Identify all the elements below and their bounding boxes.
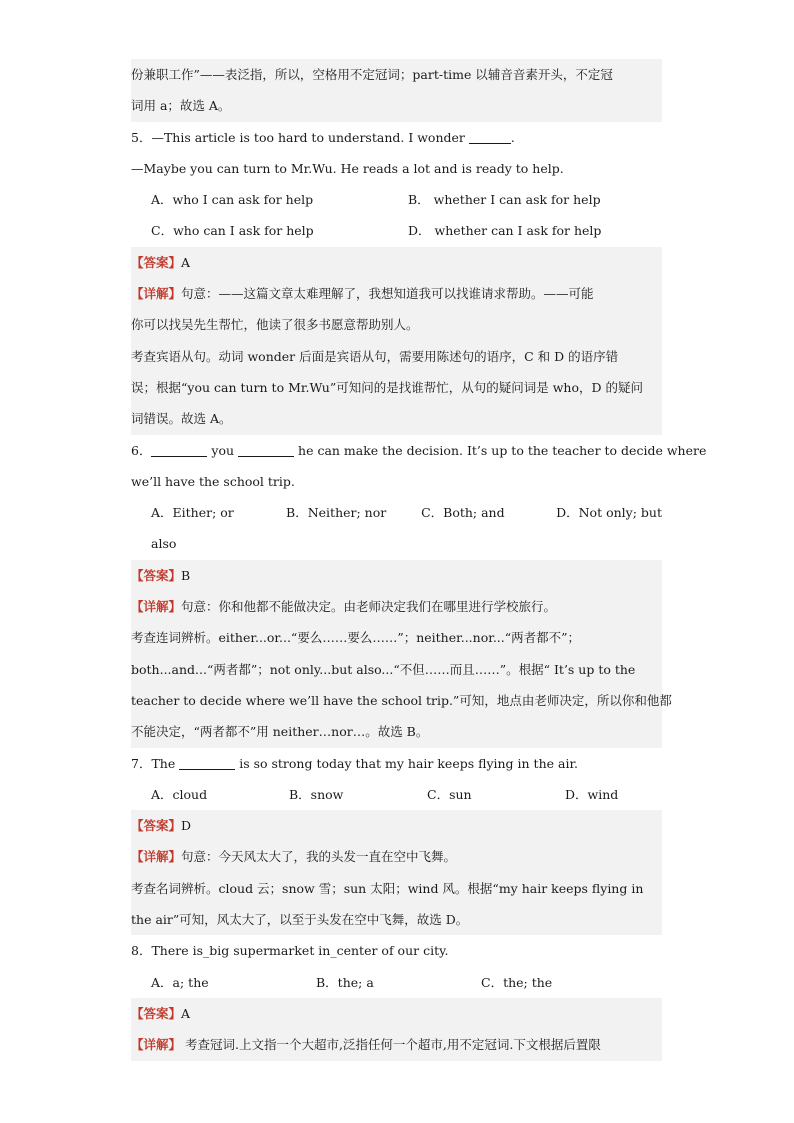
answer-blank <box>151 442 207 457</box>
option-d: D．wind <box>565 786 619 802</box>
answer-value: A <box>181 254 191 270</box>
explanation-line: 考查名词辨析。cloud 云；snow 雪；sun 太阳；wind 风。根据“my hair keeps flying in <box>131 873 662 904</box>
answer-line <box>131 810 662 841</box>
explanation-tag: 【详解】 <box>131 599 182 615</box>
option-b: B．Neither; nor <box>286 505 387 521</box>
explanation-tag: 【详解】 <box>131 1037 182 1053</box>
question-text: 7．The <box>131 755 180 771</box>
explanation-text: 句意：今天风太大了，我的头发一直在空中飞舞。 <box>181 849 457 865</box>
option-a: A．who I can ask for help <box>151 192 314 208</box>
explanation-line <box>131 278 662 309</box>
answer-blank <box>179 755 235 770</box>
explanation-text: 句意：你和他都不能做决定。由老师决定我们在哪里进行学校旅行。 <box>181 599 557 615</box>
question-text: . <box>510 129 515 145</box>
question-7-options <box>131 779 662 810</box>
option-b: B． whether I can ask for help <box>408 192 601 208</box>
text-line: 份兼职工作”——表泛指，所以，空格用不定冠词；part-time 以辅音音素开头，不定冠 <box>131 59 662 90</box>
question-5-reply: —Maybe you can turn to Mr.Wu. He reads a lot and is ready to help. <box>131 160 564 176</box>
explanation-line: the air”可知，风太大了，以至于头发在空中飞舞，故选 D。 <box>131 904 662 935</box>
question-text: 6． <box>131 442 152 458</box>
option-c: C．who can I ask for help <box>151 223 314 239</box>
option-a: A．cloud <box>151 786 208 802</box>
answer-blank <box>238 442 294 457</box>
answer-value: D <box>181 818 192 834</box>
answer-tag: 【答案】 <box>131 818 182 834</box>
document-page <box>131 59 707 1061</box>
explanation-line: 误；根据“you can turn to Mr.Wu”可知问的是找谁帮忙，从句的疑问词是 who，D 的疑问 <box>131 372 662 403</box>
answer-tag: 【答案】 <box>131 254 182 270</box>
explanation-text: 考查冠词.上文指一个大超市,泛指任何一个超市,用不定冠词.下文根据后置限 <box>181 1037 601 1053</box>
answer-value: B <box>181 567 191 583</box>
text-line: 词用 a；故选 A。 <box>131 90 662 121</box>
explanation-line <box>131 1029 662 1060</box>
explanation-line: 你可以找吴先生帮忙，他读了很多书愿意帮助别人。 <box>131 309 662 340</box>
option-c: C．the; the <box>481 974 553 990</box>
option-d-cont: also <box>151 536 177 552</box>
explanation-line: 考查连词辨析。either...or...“要么……要么……”；neither...nor...“两者都不”； <box>131 622 662 653</box>
question-text: 5．—This article is too hard to understand. I wonder <box>131 129 469 145</box>
question-7-stem <box>131 748 662 779</box>
explanation-line: 词错误。故选 A。 <box>131 403 662 434</box>
question-6-stem-cont: we’ll have the school trip. <box>131 473 295 489</box>
question-text: he can make the decision. It’s up to the teacher to decide where <box>294 442 707 458</box>
question-text: is so strong today that my hair keeps flying in the air. <box>235 755 579 771</box>
answer-line <box>131 998 662 1029</box>
explanation-line: 不能决定，“两者都不”用 neither…nor…。故选 B。 <box>131 716 662 747</box>
explanation-text: 句意：——这篇文章太难理解了，我想知道我可以找谁请求帮助。——可能 <box>181 286 594 302</box>
option-d: D．Not only; but <box>556 505 662 521</box>
explanation-tag: 【详解】 <box>131 849 182 865</box>
answer-value: A <box>181 1005 191 1021</box>
question-5-options-row-1 <box>131 184 662 215</box>
explanation-line: 考查宾语从句。动词 wonder 后面是宾语从句，需要用陈述句的语序，C 和 D 的语序错 <box>131 341 662 372</box>
question-6-options <box>131 497 662 528</box>
answer-blank <box>469 129 511 144</box>
explanation-line <box>131 591 662 622</box>
question-5-options-row-2 <box>131 215 662 246</box>
option-a: A．a; the <box>151 974 209 990</box>
question-8-options <box>131 967 662 998</box>
answer-tag: 【答案】 <box>131 567 182 583</box>
question-8-stem: 8．There is_big supermarket in_center of our city. <box>131 943 449 959</box>
option-c: C．sun <box>427 786 472 802</box>
answer-line <box>131 560 662 591</box>
explanation-line: teacher to decide where we’ll have the school trip.”可知，地点由老师决定，所以你和他都 <box>131 685 662 716</box>
answer-tag: 【答案】 <box>131 1005 182 1021</box>
explanation-line <box>131 841 662 872</box>
answer-line <box>131 247 662 278</box>
option-b: B．the; a <box>316 974 374 990</box>
option-b: B．snow <box>289 786 344 802</box>
explanation-line: both...and...“两者都”；not only...but also...“不但……而且……”。根据“ It’s up to the <box>131 654 662 685</box>
option-a: A．Either; or <box>151 505 234 521</box>
option-d: D． whether can I ask for help <box>408 223 602 239</box>
question-6-stem <box>131 435 707 466</box>
option-c: C．Both; and <box>421 505 505 521</box>
question-text: you <box>207 442 239 458</box>
explanation-tag: 【详解】 <box>131 286 182 302</box>
question-5-stem <box>131 122 662 153</box>
